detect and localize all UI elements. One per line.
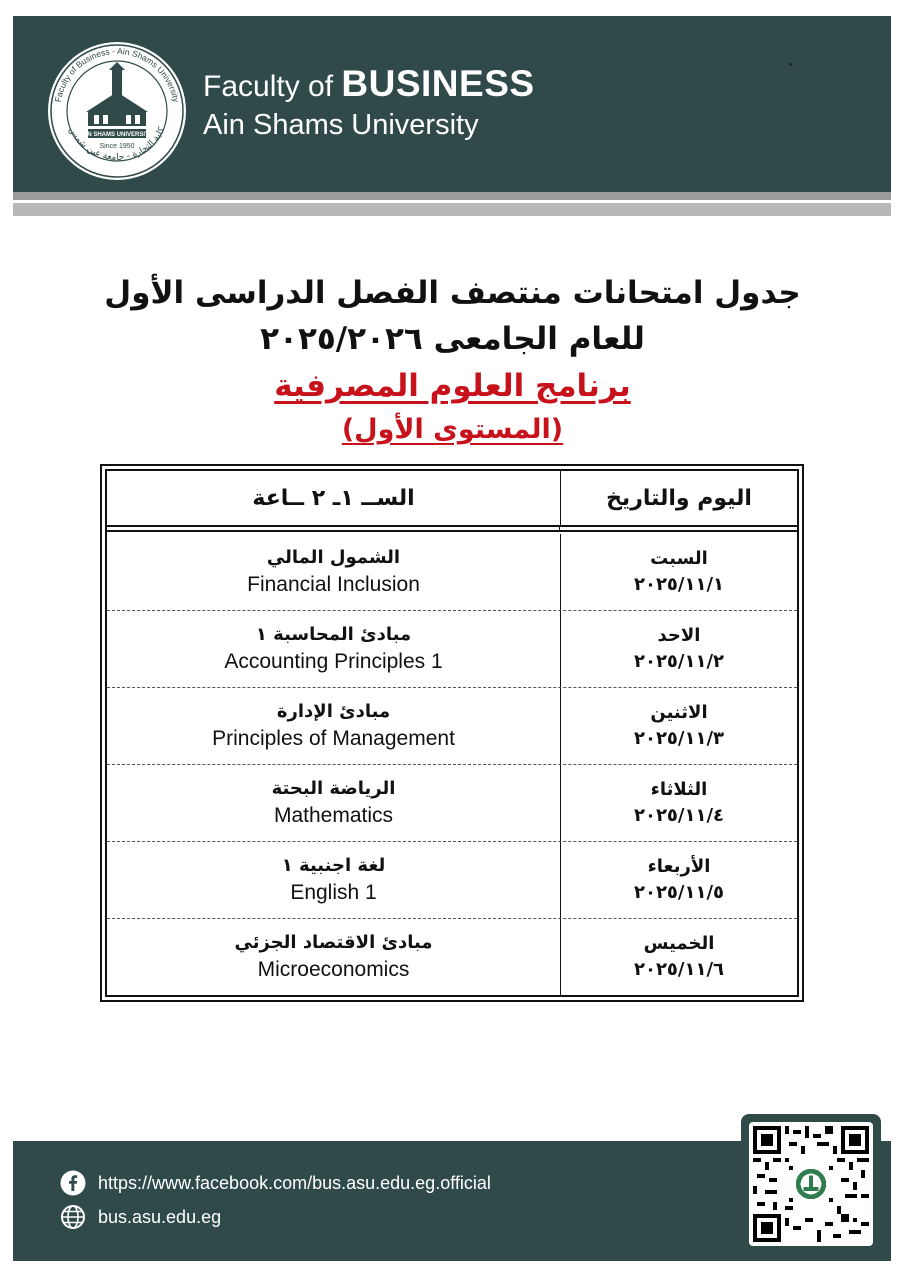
qr-code-pattern	[753, 1126, 869, 1242]
day-cell	[560, 688, 797, 764]
qr-code[interactable]	[749, 1122, 873, 1246]
subject-arabic: الرياضة البحتة	[271, 778, 396, 799]
day-name: الثلاثاء	[650, 779, 708, 800]
subject-arabic: لغة اجنبية ١	[281, 855, 386, 876]
brand-prefix: Faculty of	[203, 70, 334, 103]
title-line-2: للعام الجامعى ٢٠٢٥/٢٠٢٦	[260, 321, 645, 357]
day-cell	[560, 534, 797, 610]
website-url[interactable]: bus.asu.edu.eg	[98, 1206, 222, 1227]
subject-arabic: مبادئ الاقتصاد الجزئي	[234, 932, 433, 953]
logo-ring-bottom-text: كلية التجارة - جامعة عين شمس	[66, 125, 168, 163]
exam-date: ٢٠٢٥/١١/٣	[633, 728, 725, 749]
qr-code-frame	[741, 1114, 881, 1254]
logo-since-text: Since 1950	[99, 143, 135, 150]
exam-date: ٢٠٢٥/١١/١	[633, 574, 725, 595]
document-titles	[0, 270, 905, 450]
subject-cell	[107, 919, 560, 995]
subject-cell	[107, 534, 560, 610]
header-stripe	[13, 192, 891, 216]
table-header-row	[107, 471, 797, 527]
header-day-cell	[560, 471, 797, 525]
table-body	[107, 534, 797, 995]
website-link[interactable]	[60, 1204, 221, 1230]
brand-block	[203, 64, 535, 143]
day-cell	[560, 765, 797, 841]
subject-english: Microeconomics	[257, 958, 410, 981]
day-name: السبت	[650, 548, 708, 569]
subject-english: English 1	[290, 881, 377, 904]
table-row	[107, 611, 797, 688]
exam-schedule-table	[100, 464, 804, 1002]
title-line-1: جدول امتحانات منتصف الفصل الدراسى الأول	[104, 275, 801, 311]
subject-arabic: مبادئ الإدارة	[276, 701, 391, 722]
subject-english: Mathematics	[273, 804, 394, 827]
subject-english: Financial Inclusion	[247, 573, 420, 596]
subject-arabic: الشمول المالي	[266, 547, 401, 568]
header-time-label: الســ ١ـ ٢ ــاعة	[252, 485, 415, 511]
exam-date: ٢٠٢٥/١١/٥	[633, 882, 725, 903]
exam-date: ٢٠٢٥/١١/٢	[633, 651, 725, 672]
day-cell	[560, 842, 797, 918]
program-title: برنامج العلوم المصرفية	[274, 368, 631, 404]
brand-title	[203, 64, 535, 107]
level-title: (المستوى الأول)	[341, 414, 564, 445]
exam-date: ٢٠٢٥/١١/٦	[633, 959, 725, 980]
logo-ring-top-text: Faculty of Business - Ain Shams University	[52, 45, 182, 103]
day-cell	[560, 919, 797, 995]
day-name: الأربعاء	[647, 856, 711, 877]
day-name: الاثنين	[650, 702, 708, 723]
facebook-link[interactable]	[60, 1170, 491, 1196]
faculty-logo	[46, 40, 188, 182]
brand-name: BUSINESS	[341, 63, 535, 104]
table-row	[107, 688, 797, 765]
facebook-url[interactable]: https://www.facebook.com/bus.asu.edu.eg.official	[98, 1172, 491, 1193]
subject-english: Principles of Management	[212, 727, 455, 750]
header-gap	[107, 527, 797, 532]
day-name: الخميس	[643, 933, 715, 954]
table-row	[107, 842, 797, 919]
subject-arabic: مبادئ المحاسبة ١	[255, 624, 412, 645]
logo-banner-text: AIN SHAMS UNIVERSITY	[81, 132, 153, 138]
subject-cell	[107, 842, 560, 918]
exam-date: ٢٠٢٥/١١/٤	[633, 805, 725, 826]
header-day-label: اليوم والتاريخ	[606, 485, 752, 511]
header-dot	[789, 63, 792, 66]
day-cell	[560, 611, 797, 687]
table-inner-border	[105, 469, 799, 997]
facebook-icon	[60, 1170, 86, 1196]
header-time-cell	[107, 471, 560, 525]
university-name: Ain Shams University	[203, 109, 479, 141]
subject-english: Accounting Principles 1	[224, 650, 443, 673]
globe-icon	[60, 1204, 86, 1230]
subject-cell	[107, 765, 560, 841]
table-row	[107, 919, 797, 995]
day-name: الاحد	[657, 625, 701, 646]
subject-cell	[107, 611, 560, 687]
table-row	[107, 534, 797, 611]
table-row	[107, 765, 797, 842]
subject-cell	[107, 688, 560, 764]
